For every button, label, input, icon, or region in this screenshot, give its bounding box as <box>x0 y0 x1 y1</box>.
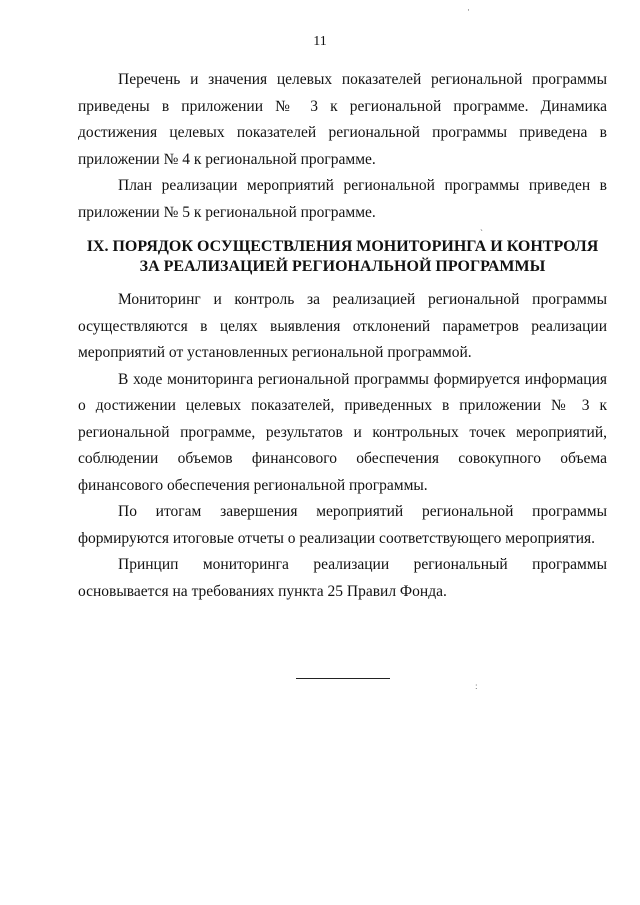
paragraph-implementation-plan: План реализации мероприятий региональной программы приведен в приложении № 5 к региональной программе. <box>78 177 607 221</box>
intro-text-block <box>78 67 607 226</box>
section-heading-line-2: ЗА РЕАЛИЗАЦИЕЙ РЕГИОНАЛЬНОЙ ПРОГРАММЫ <box>139 258 546 275</box>
section-heading <box>78 237 607 277</box>
end-divider <box>296 678 390 679</box>
paragraph-final-reports: По итогам завершения мероприятий региональной программы формируются итоговые отчеты о реализации соответствующего мероприятия. <box>78 503 607 547</box>
section-heading-line-1: IX. ПОРЯДОК ОСУЩЕСТВЛЕНИЯ МОНИТОРИНГА И КОНТРОЛЯ <box>86 238 599 255</box>
paragraph-monitoring-principle: Принцип мониторинга реализации региональный программы основывается на требованиях пункта 25 Правил Фонда. <box>78 556 607 600</box>
paragraph-monitoring-purpose: Мониторинг и контроль за реализацией региональной программы осуществляются в целях выявления отклонений параметров реализации мероприятий от установленных региональной программой. <box>78 291 607 361</box>
scan-speck: ˏ <box>480 221 483 231</box>
page-number: 11 <box>313 34 327 49</box>
paragraph-indicators-list: Перечень и значения целевых показателей региональной программы приведены в приложении № 3 к региональной программе. Динамика достижения целевых показателей региональной программы приведена в приложении № 4 к региональной программе. <box>78 71 607 168</box>
paragraph-monitoring-information: В ходе мониторинга региональной программы формируется информация о достижении целевых показателей, приведенных в приложении № 3 к региональной программе, результатов и контрольных точек мероприятий, соблюдении объемов финансового обеспечения совокупного объема финансового обеспечения региональной программы. <box>78 370 607 494</box>
scan-speck: · <box>467 5 470 15</box>
section-text-block <box>78 287 607 605</box>
scan-speck: ˸ <box>475 683 478 693</box>
